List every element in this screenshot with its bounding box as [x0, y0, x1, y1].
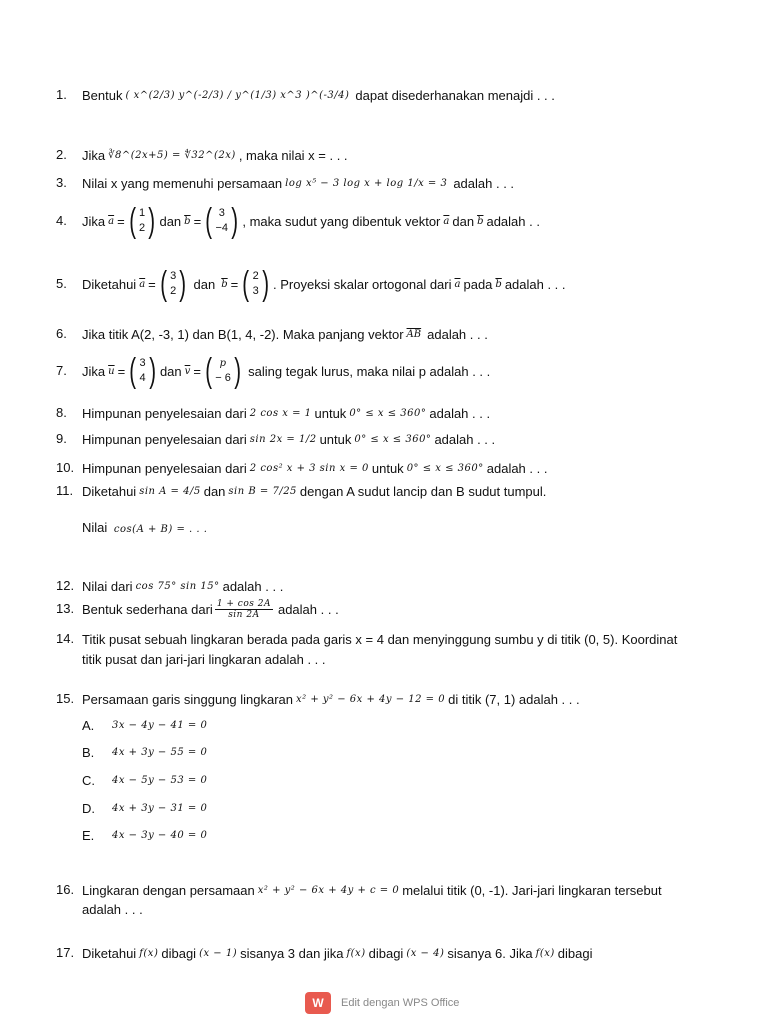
column-vector: ( 2 3 ) — [242, 265, 269, 303]
question-3 — [0, 174, 768, 196]
question-14-line2: titik pusat dan jari-jari lingkaran adalah . . . — [82, 652, 326, 667]
question-15 — [0, 690, 768, 712]
question-number: 16. — [56, 882, 75, 897]
vector-label: $\overline{b}$ — [184, 215, 191, 227]
column-vector: ( 1 2 ) — [128, 202, 156, 240]
vector-label: $\overline{a}$ — [108, 215, 115, 227]
question-text: Nilai dari cos 75° sin 15° adalah . . . — [82, 578, 284, 594]
question-text: Diketahui $\overline{a}$ = ( 3 2 ) dan $\overline{b}$ = ( 2 3 ) . Proyeksi skalar ortogonal dari $\overline{a}$ pada $\overline{b}$ adalah . . . — [82, 265, 566, 303]
math-expression: log x⁵ − 3 log x + log 1/x = 3 — [285, 177, 448, 189]
option-c: C. 4x − 5y − 53 = 0 — [82, 773, 208, 788]
wps-logo-icon: W — [305, 992, 331, 1014]
question-text: Jika $\overline{u}$ = ( 3 4 ) dan $\overline{v}$ = ( p − 6 ) saling tegak lurus, maka nilai p adalah . . . — [82, 352, 491, 390]
question-12 — [0, 577, 768, 599]
question-17 — [0, 944, 768, 966]
question-7 — [0, 352, 768, 390]
option-b: B. 4x + 3y − 55 = 0 — [82, 745, 208, 760]
option-d: D. 4x + 3y − 31 = 0 — [82, 801, 208, 816]
question-text: Diketahui sin A = 4/5 dan sin B = 7/25 dengan A sudut lancip dan B sudut tumpul. — [82, 483, 547, 499]
question-number: 8. — [56, 405, 67, 420]
question-text: Bentuk ( x^(2/3) y^(-2/3) / y^(1/3) x^3 )^(-3/4) dapat disederhanakan menajdi . . . — [82, 87, 555, 103]
fraction: $\frac{1 + \cos 2A}{\sin 2A}$ — [216, 598, 271, 620]
question-number: 6. — [56, 326, 67, 341]
footer-text: Edit dengan WPS Office — [341, 997, 460, 1009]
wps-footer[interactable] — [305, 992, 459, 1014]
question-number: 12. — [56, 578, 75, 593]
question-text: Titik pusat sebuah lingkaran berada pada garis x = 4 dan menyinggung sumbu y di titik (0, 5). Koordinat — [82, 631, 678, 647]
option-e: E. 4x − 3y − 40 = 0 — [82, 828, 208, 843]
question-text: Himpunan penyelesaian dari sin 2x = 1/2 untuk 0° ≤ x ≤ 360° adalah . . . — [82, 431, 496, 447]
question-8 — [0, 404, 768, 426]
question-4 — [0, 202, 768, 240]
question-text: Nilai x yang memenuhi persamaan log x⁵ − 3 log x + log 1/x = 3 adalah . . . — [82, 175, 515, 191]
column-vector: ( 3 4 ) — [129, 352, 156, 390]
question-14 — [0, 630, 768, 652]
question-6 — [0, 325, 768, 347]
question-11 — [0, 482, 768, 504]
question-text: Himpunan penyelesaian dari 2 cos² x + 3 sin x = 0 untuk 0° ≤ x ≤ 360° adalah . . . — [82, 460, 548, 476]
question-number: 5. — [56, 276, 67, 291]
question-10 — [0, 459, 768, 481]
question-13 — [0, 600, 768, 622]
question-text: Jika $\overline{a}$ = ( 1 2 ) dan $\overline{b}$ = ( 3 −4 ) , maka sudut yang dibentuk vektor $\overline{a}$ dan $\overline{b}$ adalah . . — [82, 202, 540, 240]
question-9 — [0, 430, 768, 452]
question-number: 4. — [56, 213, 67, 228]
question-text: Jika titik A(2, -3, 1) dan B(1, 4, -2). Maka panjang vektor $\overline{AB}$ adalah . . . — [82, 326, 488, 342]
question-text: Jika ∛8^(2x+5) = ∜32^(2x) , maka nilai x = . . . — [82, 147, 348, 163]
question-number: 10. — [56, 460, 75, 475]
question-number: 14. — [56, 631, 75, 646]
question-text: Diketahui f(x) dibagi (x − 1) sisanya 3 dan jika f(x) dibagi (x − 4) sisanya 6. Jika f(x) dibagi — [82, 945, 593, 961]
question-text: Bentuk sederhana dari $\frac{1 + \cos 2A}{\sin 2A}$ adalah . . . — [82, 598, 339, 620]
question-number: 15. — [56, 691, 75, 706]
question-text: Persamaan garis singgung lingkaran x² + y² − 6x + 4y − 12 = 0 di titik (7, 1) adalah . . . — [82, 691, 580, 707]
question-number: 13. — [56, 601, 75, 616]
question-11-sub: Nilai cos(A + B) = . . . — [82, 520, 208, 535]
question-text: Lingkaran dengan persamaan x² + y² − 6x + 4y + c = 0 melalui titik (0, -1). Jari-jari lingkaran tersebut — [82, 882, 662, 898]
question-5 — [0, 265, 768, 303]
question-2 — [0, 146, 768, 168]
question-1 — [0, 86, 768, 108]
question-number: 1. — [56, 87, 67, 102]
question-number: 17. — [56, 945, 75, 960]
vector-label: $\overline{AB}$ — [406, 328, 422, 340]
question-number: 7. — [56, 363, 67, 378]
question-number: 3. — [56, 175, 67, 190]
column-vector: ( p − 6 ) — [205, 352, 241, 390]
question-16 — [0, 881, 768, 903]
math-expression: ∛8^(2x+5) = ∜32^(2x) — [108, 149, 236, 161]
column-vector: ( 3 2 ) — [160, 265, 187, 303]
question-16-line2: adalah . . . — [82, 902, 143, 917]
question-number: 2. — [56, 147, 67, 162]
question-number: 11. — [56, 483, 74, 498]
question-number: 9. — [56, 431, 67, 446]
math-expression: ( x^(2/3) y^(-2/3) / y^(1/3) x^3 )^(-3/4) — [125, 89, 350, 101]
question-text: Himpunan penyelesaian dari 2 cos x = 1 untuk 0° ≤ x ≤ 360° adalah . . . — [82, 405, 491, 421]
option-a: A. 3x − 4y − 41 = 0 — [82, 718, 208, 733]
column-vector: ( 3 −4 ) — [205, 202, 239, 240]
